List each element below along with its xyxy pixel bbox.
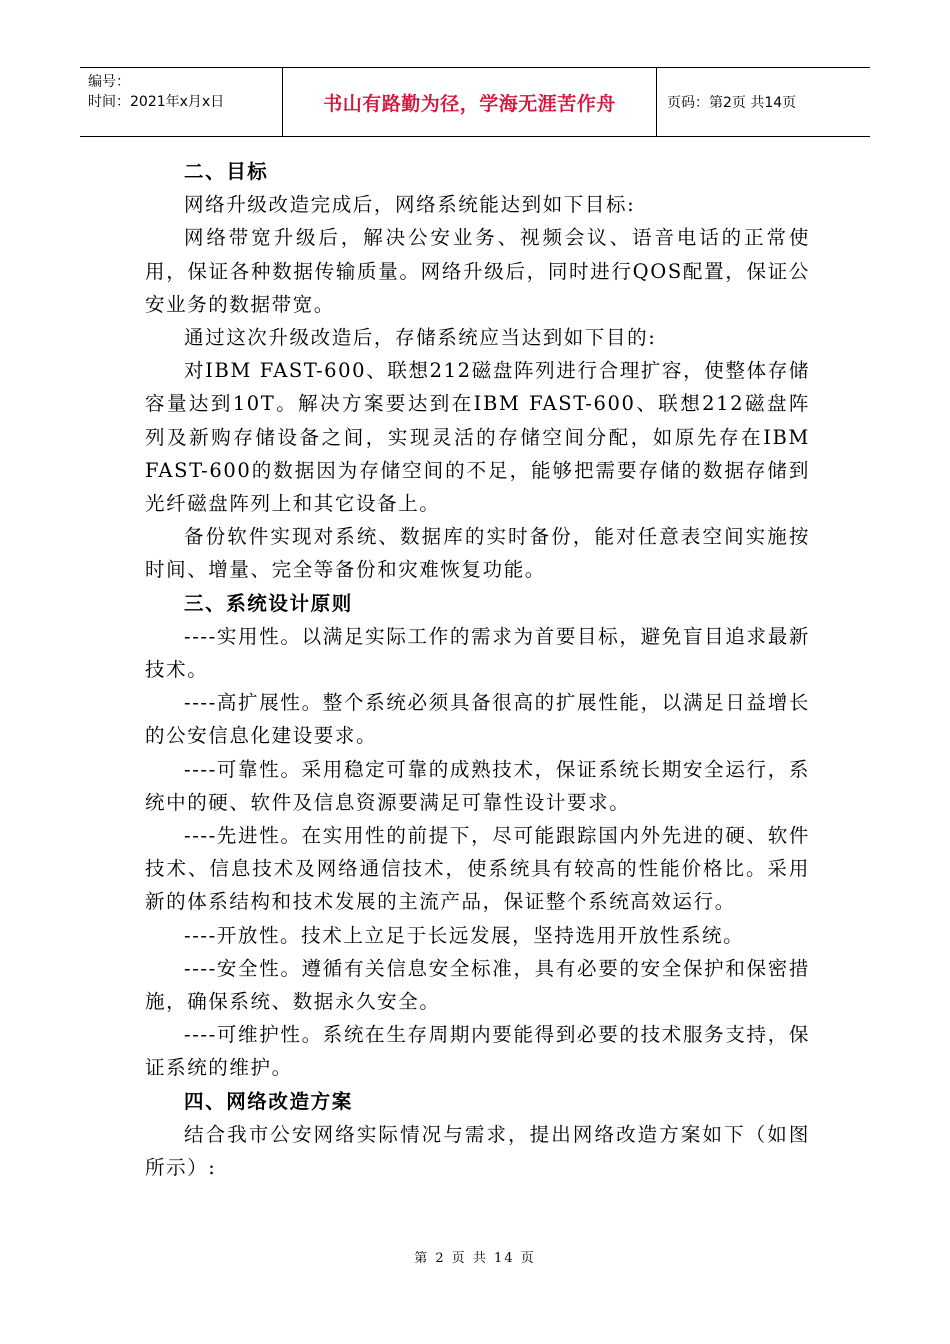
- section-heading: 四、网络改造方案: [184, 1089, 353, 1113]
- body-paragraph: ----安全性。遵循有关信息安全标准，具有必要的安全保护和保密措施，确保系统、数据永久安全。: [145, 956, 810, 1014]
- body-paragraph: ----开放性。技术上立足于长远发展，坚持选用开放性系统。: [184, 923, 745, 947]
- header-page-info: 页码：第2页 共14页: [667, 95, 797, 111]
- body-paragraph: ----先进性。在实用性的前提下，尽可能跟踪国内外先进的硬、软件技术、信息技术及网络通信技术，使系统具有较高的性能价格比。采用新的体系结构和技术发展的主流产品，保证整个系统高效运行。: [145, 824, 810, 914]
- document-body: [145, 155, 810, 1184]
- header-meta: [80, 68, 283, 136]
- page-footer: 第 2 页 共 14 页: [414, 1251, 536, 1266]
- body-paragraph: 结合我市公安网络实际情况与需求，提出网络改造方案如下（如图所示）:: [145, 1122, 810, 1180]
- header-code-label: 编号：: [88, 74, 130, 90]
- body-paragraph: 通过这次升级改造后，存储系统应当达到如下目的:: [184, 326, 657, 350]
- body-paragraph: ----实用性。以满足实际工作的需求为首要目标，避免盲目追求最新技术。: [145, 624, 810, 682]
- body-paragraph: 备份软件实现对系统、数据库的实时备份，能对任意表空间实施按时间、增量、完全等备份和灾难恢复功能。: [145, 525, 810, 582]
- body-paragraph: 网络升级改造完成后，网络系统能达到如下目标:: [184, 193, 636, 217]
- section-heading: 二、目标: [184, 160, 269, 183]
- header-date-label: 时间：2021年x月x日: [88, 94, 225, 110]
- body-paragraph: ----高扩展性。整个系统必须具备很高的扩展性能，以满足日益增长的公安信息化建设要求。: [145, 691, 810, 748]
- header-motto: 书山有路勤为径，学海无涯苦作舟: [283, 68, 657, 136]
- page-header: [80, 67, 870, 137]
- body-paragraph: ----可靠性。采用稳定可靠的成熟技术，保证系统长期安全运行，系统中的硬、软件及信息资源要满足可靠性设计要求。: [145, 757, 810, 814]
- body-paragraph: ----可维护性。系统在生存周期内要能得到必要的技术服务支持，保证系统的维护。: [145, 1023, 810, 1080]
- body-paragraph: 对IBM FAST-600、联想212磁盘阵列进行合理扩容，使整体存储容量达到10T。解决方案要达到在IBM FAST-600、联想212磁盘阵列及新购存储设备之间，实现灵活的存储空间分配，如原先存在IBM FAST-600的数据因为存储空间的不足，能够把需要存储的数据存储到光纤磁盘阵列上和其它设备上。: [145, 359, 810, 516]
- body-paragraph: 网络带宽升级后，解决公安业务、视频会议、语音电话的正常使用，保证各种数据传输质量。网络升级后，同时进行QOS配置，保证公安业务的数据带宽。: [145, 226, 810, 316]
- section-heading: 三、系统设计原则: [184, 591, 353, 615]
